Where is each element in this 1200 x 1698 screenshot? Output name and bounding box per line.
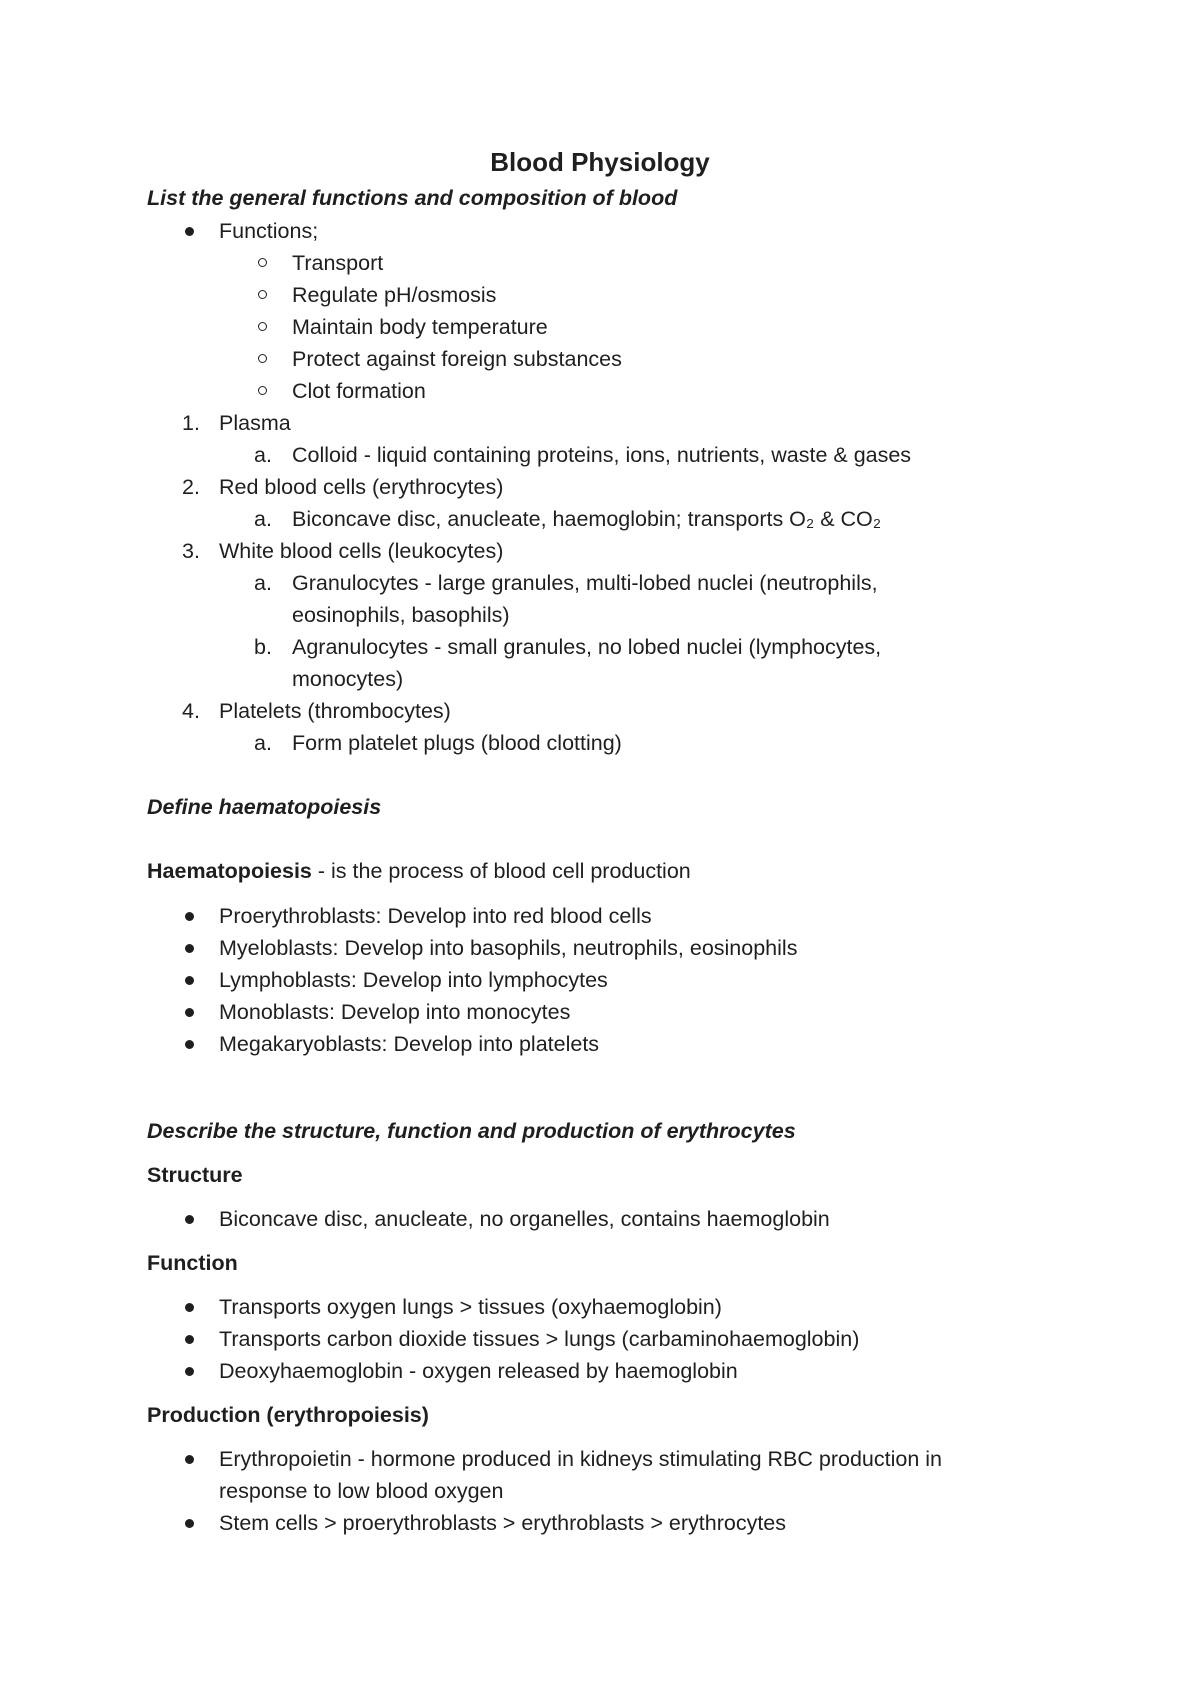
circle-bullet-icon bbox=[258, 290, 267, 299]
list-item: Form platelet plugs (blood clotting) bbox=[292, 731, 622, 755]
list-item: Transport bbox=[292, 251, 384, 275]
list-item: White blood cells (leukocytes) bbox=[219, 539, 504, 563]
bullet-icon bbox=[185, 1519, 194, 1528]
list-item: Deoxyhaemoglobin - oxygen released by haemoglobin bbox=[219, 1359, 738, 1383]
list-item-continuation: eosinophils, basophils) bbox=[292, 603, 510, 627]
definition-term: Haematopoiesis bbox=[147, 859, 312, 883]
bullet-icon bbox=[185, 1040, 194, 1049]
list-item: Myeloblasts: Develop into basophils, neutrophils, eosinophils bbox=[219, 936, 798, 960]
list-item: Plasma bbox=[219, 411, 291, 435]
bullet-icon bbox=[185, 912, 194, 921]
section-heading-functions-composition: List the general functions and composition of blood bbox=[147, 186, 678, 210]
circle-bullet-icon bbox=[258, 258, 267, 267]
list-item: Platelets (thrombocytes) bbox=[219, 699, 451, 723]
list-item: Megakaryoblasts: Develop into platelets bbox=[219, 1032, 600, 1056]
bullet-icon bbox=[185, 1335, 194, 1344]
bullet-icon bbox=[185, 1303, 194, 1312]
circle-bullet-icon bbox=[258, 322, 267, 331]
list-letter: a. bbox=[254, 443, 272, 467]
list-item: Monoblasts: Develop into monocytes bbox=[219, 1000, 571, 1024]
bullet-icon bbox=[185, 1008, 194, 1017]
list-item: Transports carbon dioxide tissues > lungs (carbaminohaemoglobin) bbox=[219, 1327, 860, 1351]
list-item: Red blood cells (erythrocytes) bbox=[219, 475, 504, 499]
bullet-icon bbox=[185, 1455, 194, 1464]
bullet-icon bbox=[185, 227, 194, 236]
bullet-icon bbox=[185, 976, 194, 985]
list-number: 1. bbox=[182, 411, 200, 435]
list-item: Lymphoblasts: Develop into lymphocytes bbox=[219, 968, 608, 992]
list-item: Agranulocytes - small granules, no lobed nuclei (lymphocytes, bbox=[292, 635, 882, 659]
list-item: Clot formation bbox=[292, 379, 426, 403]
list-item: Biconcave disc, anucleate, no organelles, contains haemoglobin bbox=[219, 1207, 830, 1231]
page-title: Blood Physiology bbox=[490, 147, 710, 177]
circle-bullet-icon bbox=[258, 354, 267, 363]
bullet-icon bbox=[185, 1367, 194, 1376]
list-item: Proerythroblasts: Develop into red blood cells bbox=[219, 904, 652, 928]
subheading-production: Production (erythropoiesis) bbox=[147, 1403, 429, 1427]
list-letter: b. bbox=[254, 635, 272, 659]
list-item: Stem cells > proerythroblasts > erythroblasts > erythrocytes bbox=[219, 1511, 786, 1535]
list-item: Protect against foreign substances bbox=[292, 347, 622, 371]
definition-text: - is the process of blood cell production bbox=[311, 859, 691, 883]
list-number: 3. bbox=[182, 539, 200, 563]
list-item: Maintain body temperature bbox=[292, 315, 548, 339]
list-number: 4. bbox=[182, 699, 200, 723]
list-item: Colloid - liquid containing proteins, ions, nutrients, waste & gases bbox=[292, 443, 912, 467]
subheading-structure: Structure bbox=[147, 1163, 243, 1187]
bullet-icon bbox=[185, 944, 194, 953]
section-heading-erythrocytes: Describe the structure, function and production of erythrocytes bbox=[147, 1119, 796, 1143]
list-number: 2. bbox=[182, 475, 200, 499]
list-item: Transports oxygen lungs > tissues (oxyhaemoglobin) bbox=[219, 1295, 722, 1319]
list-item: Granulocytes - large granules, multi-lobed nuclei (neutrophils, bbox=[292, 571, 878, 595]
list-item: Functions; bbox=[219, 219, 319, 243]
list-item: Regulate pH/osmosis bbox=[292, 283, 497, 307]
section-heading-haematopoiesis: Define haematopoiesis bbox=[147, 795, 382, 819]
list-letter: a. bbox=[254, 507, 272, 531]
list-letter: a. bbox=[254, 571, 272, 595]
list-item-continuation: monocytes) bbox=[292, 667, 404, 691]
bullet-icon bbox=[185, 1215, 194, 1224]
list-item: Biconcave disc, anucleate, haemoglobin; transports O₂ & CO₂ bbox=[292, 507, 882, 531]
subheading-function: Function bbox=[147, 1251, 238, 1275]
list-letter: a. bbox=[254, 731, 272, 755]
circle-bullet-icon bbox=[258, 386, 267, 395]
list-item: Erythropoietin - hormone produced in kidneys stimulating RBC production in bbox=[219, 1447, 943, 1471]
list-item-continuation: response to low blood oxygen bbox=[219, 1479, 504, 1503]
definition-line bbox=[147, 857, 691, 885]
